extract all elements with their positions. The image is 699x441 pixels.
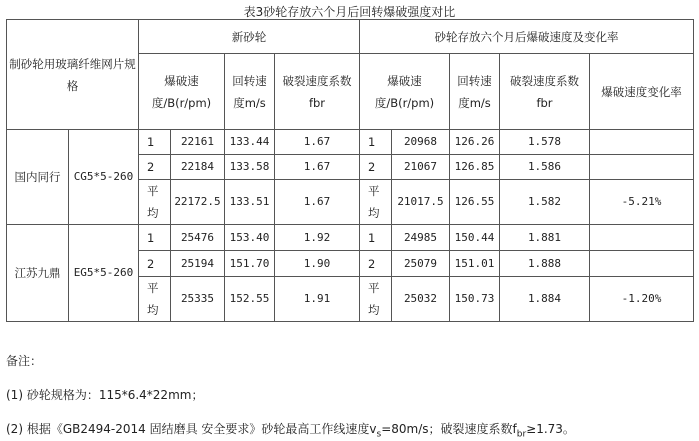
new-wheel-header: 新砂轮 <box>139 20 360 54</box>
table-row <box>7 130 694 155</box>
new-burst-value: 25476 <box>171 225 225 251</box>
row-index: 1 <box>360 225 392 251</box>
row-index: 平均 <box>139 277 171 322</box>
new-burst-value: 25194 <box>171 251 225 277</box>
new-burst-speed-header: 爆破速度/B(r/pm) <box>139 54 225 130</box>
aged-coef-value: 1.884 <box>500 277 590 322</box>
aged-coef-value: 1.888 <box>500 251 590 277</box>
aged-burst-speed-header: 爆破速度/B(r/pm) <box>360 54 450 130</box>
row-index: 1 <box>139 130 171 155</box>
change-rate-header: 爆破速度变化率 <box>590 54 694 130</box>
new-rotation-value: 133.51 <box>225 180 275 225</box>
aged-rotation-value: 151.01 <box>450 251 500 277</box>
aged-burst-value: 21017.5 <box>392 180 450 225</box>
table-title: 表3砂轮存放六个月后回转爆破强度对比 <box>243 5 456 19</box>
row-index: 1 <box>139 225 171 251</box>
change-rate-value <box>590 130 694 155</box>
new-coef-value: 1.67 <box>275 130 360 155</box>
group-name: 国内同行 <box>7 130 69 225</box>
change-rate-value <box>590 155 694 180</box>
aged-rotation-value: 150.73 <box>450 277 500 322</box>
group-spec: CG5*5-260 <box>69 130 139 225</box>
aged-coef-value: 1.881 <box>500 225 590 251</box>
aged-coef-value: 1.582 <box>500 180 590 225</box>
new-rotation-value: 133.58 <box>225 155 275 180</box>
aged-rotation-speed-header: 回转速度m/s <box>450 54 500 130</box>
aged-burst-value: 25079 <box>392 251 450 277</box>
aged-coef-value: 1.586 <box>500 155 590 180</box>
new-rotation-value: 152.55 <box>225 277 275 322</box>
note-standard-text: (2) 根据《GB2494-2014 固结磨具 安全要求》砂轮最高工作线速度v <box>6 422 377 436</box>
spec-header: 制砂轮用玻璃纤维网片规格 <box>7 20 139 130</box>
new-rotation-speed-header: 回转速度m/s <box>225 54 275 130</box>
row-index: 2 <box>360 155 392 180</box>
row-index: 平均 <box>139 180 171 225</box>
new-coef-value: 1.92 <box>275 225 360 251</box>
row-index: 平均 <box>360 277 392 322</box>
aged-coef-value: 1.578 <box>500 130 590 155</box>
new-burst-value: 22161 <box>171 130 225 155</box>
aged-rotation-value: 126.26 <box>450 130 500 155</box>
table-row <box>7 225 694 251</box>
new-coef-value: 1.67 <box>275 180 360 225</box>
aged-rotation-value: 126.55 <box>450 180 500 225</box>
new-burst-value: 22184 <box>171 155 225 180</box>
aged-rotation-value: 150.44 <box>450 225 500 251</box>
note-standard-text: ≥1.73。 <box>526 422 575 436</box>
row-index: 2 <box>139 251 171 277</box>
new-coef-value: 1.67 <box>275 155 360 180</box>
change-rate-value <box>590 251 694 277</box>
row-index: 2 <box>139 155 171 180</box>
group-name: 江苏九鼎 <box>7 225 69 322</box>
row-index: 平均 <box>360 180 392 225</box>
note-standard <box>6 420 575 439</box>
new-coef-value: 1.90 <box>275 251 360 277</box>
row-index: 1 <box>360 130 392 155</box>
change-rate-value: -1.20% <box>590 277 694 322</box>
note-standard-text: =80m/s；破裂速度系数f <box>381 422 517 436</box>
aged-burst-value: 25032 <box>392 277 450 322</box>
note-subscript: s <box>376 429 382 440</box>
notes-heading: 备注： <box>6 354 43 368</box>
new-burst-value: 25335 <box>171 277 225 322</box>
aged-wheel-header: 砂轮存放六个月后爆破速度及变化率 <box>360 20 694 54</box>
new-rotation-value: 153.40 <box>225 225 275 251</box>
aged-fracture-coef-header: 破裂速度系数fbr <box>500 54 590 130</box>
aged-burst-value: 24985 <box>392 225 450 251</box>
burst-strength-table <box>6 19 694 322</box>
aged-burst-value: 21067 <box>392 155 450 180</box>
aged-rotation-value: 126.85 <box>450 155 500 180</box>
group-spec: EG5*5-260 <box>69 225 139 322</box>
new-rotation-value: 133.44 <box>225 130 275 155</box>
change-rate-value: -5.21% <box>590 180 694 225</box>
new-fracture-coef-header: 破裂速度系数fbr <box>275 54 360 130</box>
new-burst-value: 22172.5 <box>171 180 225 225</box>
note-spec: (1) 砂轮规格为：115*6.4*22mm； <box>6 388 204 402</box>
note-subscript: br <box>516 429 527 440</box>
new-coef-value: 1.91 <box>275 277 360 322</box>
row-index: 2 <box>360 251 392 277</box>
new-rotation-value: 151.70 <box>225 251 275 277</box>
aged-burst-value: 20968 <box>392 130 450 155</box>
change-rate-value <box>590 225 694 251</box>
